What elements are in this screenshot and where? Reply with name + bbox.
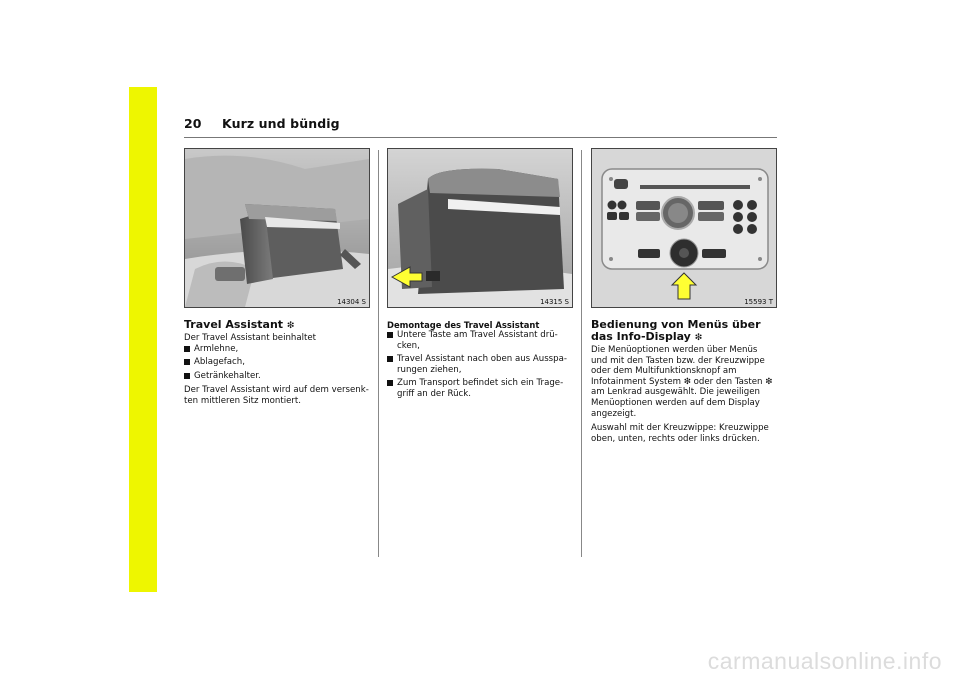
figure-travel-assistant-installed: [184, 148, 370, 308]
body-text: Der Travel Assistant wird auf dem versenk-ten mittleren Sitz montiert.: [184, 385, 369, 406]
list-item: Travel Assistant nach oben aus Ausspa-rungen ziehen,: [387, 354, 575, 375]
armrest-removal-illustration: [388, 149, 572, 307]
figure-travel-assistant-removal: [387, 148, 573, 308]
column-divider-2: [581, 150, 582, 557]
body-text: Auswahl mit der Kreuzwippe: Kreuzwippe oben, unten, rechts oder links drücken.: [591, 423, 769, 444]
column-divider-1: [378, 150, 379, 557]
section-heading-travel-assistant: Travel Assistant ❇: [184, 318, 295, 331]
section-heading-info-display: Bedienung von Menüs über das Info-Display ❇: [591, 318, 761, 343]
chapter-title: Kurz und bündig: [222, 116, 340, 131]
figure-infotainment-panel: [591, 148, 777, 308]
column-info-display: [591, 319, 775, 448]
list-item: Getränkehalter.: [184, 371, 372, 382]
radio-panel-illustration: [592, 149, 776, 307]
figure-code-1: 14304 S: [337, 298, 366, 306]
header-rule: [184, 137, 777, 138]
figure-code-3: 15593 T: [744, 298, 773, 306]
list-item: Ablagefach,: [184, 357, 372, 368]
page-header: [184, 116, 340, 131]
snowflake-icon: ❇: [694, 333, 703, 343]
contents-list: [184, 344, 372, 382]
body-text: Die Menüoptionen werden über Menüs und mit den Tasten bzw. der Kreuzwippe oder dem Multifunktionsknopf am Infotainment System ❇ oder den Tasten ❇ am Lenkrad ausgewählt. Die jeweiligen Menüoptionen werden auf dem Display angezeigt.: [591, 345, 773, 419]
list-item: Untere Taste am Travel Assistant drü-cken,: [387, 330, 575, 351]
yellow-side-bar: [129, 87, 157, 592]
figure-code-2: 14315 S: [540, 298, 569, 306]
intro-text: Der Travel Assistant beinhaltet: [184, 333, 317, 343]
page-number: 20: [184, 116, 202, 131]
removal-steps-list: [387, 330, 575, 400]
armrest-illustration: [185, 149, 369, 307]
list-item: Zum Transport befindet sich ein Trage-griff an der Rück.: [387, 378, 575, 399]
section-heading-removal: Demontage des Travel Assistant: [387, 320, 540, 330]
column-removal: [387, 320, 575, 404]
snowflake-icon: ❇: [286, 321, 295, 331]
list-item: Armlehne,: [184, 344, 372, 355]
column-travel-assistant: [184, 319, 372, 411]
watermark: carmanualsonline.info: [707, 648, 942, 674]
